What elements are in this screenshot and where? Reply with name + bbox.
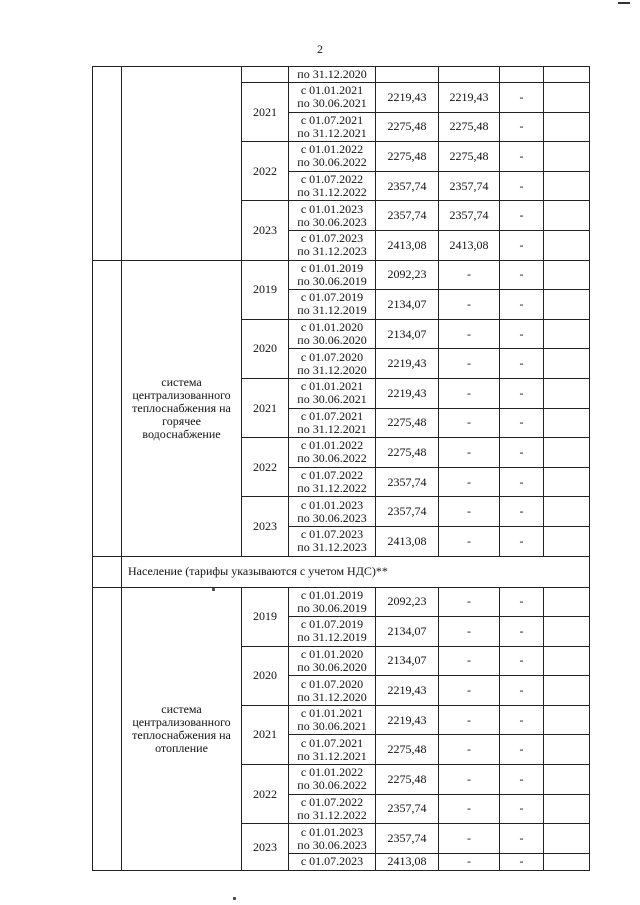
period-cell	[289, 438, 376, 468]
period-line: с 01.01.2022	[300, 142, 364, 157]
scan-speck	[212, 588, 215, 591]
period-line: с 01.07.2021	[300, 408, 364, 423]
empty-cell	[544, 705, 590, 735]
tariff-value-cell-2: -	[439, 853, 500, 870]
dash-cell: -	[500, 467, 544, 497]
period-cell	[289, 497, 376, 527]
period-line: с 01.07.2022	[300, 794, 364, 809]
period-cell	[289, 676, 376, 706]
tariff-value-cell-2: -	[439, 735, 500, 765]
dash-cell: -	[500, 260, 544, 290]
tariff-value-cell: 2134,07	[376, 290, 439, 320]
tariff-value-cell-2: -	[439, 467, 500, 497]
tariff-value-cell-2: -	[439, 260, 500, 290]
period-line: с 01.01.2021	[300, 706, 364, 721]
period-line: по 31.12.2022	[297, 807, 367, 822]
tariff-value-cell: 2413,08	[376, 230, 439, 260]
period-cell	[289, 260, 376, 290]
tariff-value-cell: 2219,43	[376, 676, 439, 706]
period-line: по 30.06.2019	[297, 600, 367, 615]
tariff-value-cell: 2357,74	[376, 824, 439, 854]
section-row	[93, 556, 590, 587]
scan-mark	[618, 2, 630, 4]
tariff-value-cell: 2134,07	[376, 319, 439, 349]
tariff-value-cell-2: -	[439, 290, 500, 320]
dash-cell: -	[500, 142, 544, 172]
empty-cell	[544, 853, 590, 870]
tariff-value-cell-2: -	[439, 617, 500, 647]
tariff-value-cell-2: -	[439, 378, 500, 408]
year-cell: 2023	[242, 201, 289, 260]
empty-cell	[544, 142, 590, 172]
empty-cell	[544, 617, 590, 647]
dash-cell: -	[500, 349, 544, 379]
empty-cell	[544, 497, 590, 527]
dash-cell: -	[500, 646, 544, 676]
period-line: по 31.12.2023	[297, 244, 367, 259]
period-line: с 01.01.2023	[300, 824, 364, 839]
period-cell	[289, 646, 376, 676]
empty-cell	[544, 171, 590, 201]
year-cell: 2021	[242, 378, 289, 437]
consumer-cell: система централизованного теплоснабжения на отопление	[122, 587, 242, 870]
tariff-value-cell-2: 2275,48	[439, 112, 500, 142]
period-line: с 01.07.2022	[300, 468, 364, 483]
period-line: по 30.06.2021	[297, 719, 367, 734]
period-line: с 01.07.2020	[300, 676, 364, 691]
empty-cell	[544, 290, 590, 320]
period-line: по 31.12.2022	[297, 185, 367, 200]
empty-cell	[544, 526, 590, 556]
dash-cell: -	[500, 853, 544, 870]
tariff-value-cell-2: -	[439, 676, 500, 706]
tariff-value-cell-2: -	[439, 765, 500, 795]
tariff-value-cell: 2357,74	[376, 497, 439, 527]
empty-cell	[544, 319, 590, 349]
tariff-table-body	[93, 67, 590, 871]
dash-cell: -	[500, 824, 544, 854]
empty-cell	[544, 587, 590, 617]
period-cell	[289, 765, 376, 795]
empty-cell	[544, 260, 590, 290]
tariff-value-cell-2: 2357,74	[439, 201, 500, 231]
section-title: Население (тарифы указываются с учетом НДС)**	[122, 556, 590, 587]
empty-cell	[544, 735, 590, 765]
year-cell: 2022	[242, 142, 289, 201]
consumer-cell: система централизованного теплоснабжения на горячее водоснабжение	[122, 260, 242, 556]
period-line: с 01.07.2019	[300, 617, 364, 632]
period-line: по 30.06.2022	[297, 451, 367, 466]
table-row	[93, 260, 590, 290]
tariff-value-cell: 2275,48	[376, 765, 439, 795]
tariff-value-cell-2: -	[439, 349, 500, 379]
period-line: с 01.07.2023	[300, 231, 364, 246]
tariff-value-cell: 2357,74	[376, 467, 439, 497]
tariff-value-cell-2: 2357,74	[439, 171, 500, 201]
period-cell	[289, 201, 376, 231]
dash-cell: -	[500, 319, 544, 349]
dash-cell: -	[500, 587, 544, 617]
tariff-value-cell: 2219,43	[376, 378, 439, 408]
tariff-value-cell: 2134,07	[376, 646, 439, 676]
page-number: 2	[317, 42, 323, 56]
period-cell	[289, 408, 376, 438]
period-line: по 31.12.2020	[297, 362, 367, 377]
period-cell	[289, 142, 376, 172]
period-line: по 30.06.2023	[297, 214, 367, 229]
period-cell	[289, 83, 376, 113]
year-cell: 2023	[242, 824, 289, 871]
period-cell	[289, 290, 376, 320]
empty-cell	[544, 408, 590, 438]
year-cell: 2020	[242, 319, 289, 378]
period-line: с 01.07.2022	[300, 172, 364, 187]
tariff-value-cell: 2092,23	[376, 587, 439, 617]
tariff-value-cell-2: -	[439, 438, 500, 468]
period-line: с 01.01.2022	[300, 765, 364, 780]
dash-cell: -	[500, 201, 544, 231]
period-line: по 31.12.2021	[297, 748, 367, 763]
tariff-value-cell: 2219,43	[376, 349, 439, 379]
tariff-value-cell-2: -	[439, 497, 500, 527]
tariff-value-cell-2: 2413,08	[439, 230, 500, 260]
year-cell	[242, 67, 289, 83]
row-number-cell	[93, 556, 122, 587]
table-row	[93, 587, 590, 617]
period-line: с 01.07.2021	[300, 735, 364, 750]
year-cell: 2022	[242, 765, 289, 824]
empty-cell	[544, 676, 590, 706]
dash-cell: -	[500, 676, 544, 706]
period-cell	[289, 319, 376, 349]
period-line: с 01.01.2020	[300, 320, 364, 335]
tariff-value-cell-2: -	[439, 794, 500, 824]
table-row	[93, 67, 590, 83]
period-line: по 30.06.2021	[297, 96, 367, 111]
consumer-cell	[122, 67, 242, 261]
period-line: с 01.01.2021	[300, 83, 364, 98]
tariff-value-cell: 2134,07	[376, 617, 439, 647]
dash-cell: -	[500, 112, 544, 142]
period-line: по 31.12.2019	[297, 303, 367, 318]
period-cell	[289, 794, 376, 824]
period-line: по 30.06.2020	[297, 333, 367, 348]
period-line: с 01.01.2022	[300, 438, 364, 453]
dash-cell: -	[500, 378, 544, 408]
period-line: по 30.06.2022	[297, 778, 367, 793]
period-line: по 30.06.2023	[297, 510, 367, 525]
tariff-value-cell: 2275,48	[376, 438, 439, 468]
tariff-value-cell: 2275,48	[376, 142, 439, 172]
empty-cell	[544, 646, 590, 676]
period-cell	[289, 526, 376, 556]
year-cell: 2021	[242, 705, 289, 764]
tariff-value-cell: 2219,43	[376, 705, 439, 735]
empty-cell	[544, 349, 590, 379]
tariff-value-cell: 2357,74	[376, 201, 439, 231]
tariff-value-cell: 2092,23	[376, 260, 439, 290]
empty-cell	[544, 794, 590, 824]
year-cell: 2019	[242, 260, 289, 319]
year-cell: 2022	[242, 438, 289, 497]
dash-cell: -	[500, 230, 544, 260]
period-cell	[289, 112, 376, 142]
year-cell: 2019	[242, 587, 289, 646]
empty-cell	[544, 112, 590, 142]
tariff-value-cell: 2357,74	[376, 794, 439, 824]
dash-cell: -	[500, 705, 544, 735]
tariff-value-cell-2: -	[439, 646, 500, 676]
dash-cell	[500, 67, 544, 83]
tariff-value-cell-2	[439, 67, 500, 83]
period-line: с 01.01.2023	[300, 201, 364, 216]
period-cell	[289, 587, 376, 617]
tariff-value-cell	[376, 67, 439, 83]
dash-cell: -	[500, 526, 544, 556]
empty-cell	[544, 201, 590, 231]
row-number-cell	[93, 587, 122, 870]
dash-cell: -	[500, 408, 544, 438]
empty-cell	[544, 765, 590, 795]
year-cell: 2020	[242, 646, 289, 705]
period-line: с 01.07.2021	[300, 112, 364, 127]
period-line: по 31.12.2021	[297, 125, 367, 140]
tariff-value-cell: 2219,43	[376, 83, 439, 113]
tariff-value-cell-2: -	[439, 319, 500, 349]
scan-speck	[233, 897, 236, 900]
period-line: по 31.12.2020	[297, 689, 367, 704]
period-cell	[289, 705, 376, 735]
period-cell	[289, 67, 376, 83]
row-number-cell	[93, 67, 122, 261]
tariff-value-cell: 2275,48	[376, 735, 439, 765]
period-line: с 01.01.2019	[300, 260, 364, 275]
period-cell	[289, 467, 376, 497]
empty-cell	[544, 438, 590, 468]
period-cell	[289, 824, 376, 854]
tariff-value-cell-2: -	[439, 408, 500, 438]
period-line: по 31.12.2022	[297, 481, 367, 496]
dash-cell: -	[500, 83, 544, 113]
tariff-value-cell: 2275,48	[376, 408, 439, 438]
period-line: по 31.12.2019	[297, 630, 367, 645]
period-line: по 30.06.2022	[297, 155, 367, 170]
tariff-value-cell-2: 2275,48	[439, 142, 500, 172]
dash-cell: -	[500, 735, 544, 765]
period-cell	[289, 171, 376, 201]
year-cell: 2021	[242, 83, 289, 142]
dash-cell: -	[500, 617, 544, 647]
empty-cell	[544, 378, 590, 408]
empty-cell	[544, 824, 590, 854]
dash-cell: -	[500, 497, 544, 527]
empty-cell	[544, 230, 590, 260]
dash-cell: -	[500, 794, 544, 824]
period-line: по 30.06.2020	[297, 659, 367, 674]
tariff-value-cell-2: -	[439, 705, 500, 735]
period-line: с 01.01.2019	[300, 587, 364, 602]
year-cell: 2023	[242, 497, 289, 556]
period-line: по 31.12.2020	[297, 67, 367, 81]
period-cell	[289, 230, 376, 260]
empty-cell	[544, 67, 590, 83]
period-cell	[289, 853, 376, 870]
tariff-value-cell-2: 2219,43	[439, 83, 500, 113]
period-line: по 30.06.2019	[297, 273, 367, 288]
period-line: с 01.01.2020	[300, 646, 364, 661]
period-cell	[289, 378, 376, 408]
period-line: по 30.06.2023	[297, 837, 367, 852]
period-line: с 01.07.2023	[300, 854, 364, 869]
tariff-value-cell: 2357,74	[376, 171, 439, 201]
period-line: с 01.07.2019	[300, 290, 364, 305]
tariff-value-cell: 2413,08	[376, 853, 439, 870]
tariff-value-cell: 2275,48	[376, 112, 439, 142]
period-line: с 01.07.2023	[300, 527, 364, 542]
tariff-value-cell-2: -	[439, 526, 500, 556]
empty-cell	[544, 467, 590, 497]
tariff-value-cell: 2413,08	[376, 526, 439, 556]
dash-cell: -	[500, 438, 544, 468]
period-line: с 01.01.2023	[300, 497, 364, 512]
period-line: по 31.12.2021	[297, 421, 367, 436]
period-line: по 30.06.2021	[297, 392, 367, 407]
period-cell	[289, 349, 376, 379]
period-line: с 01.01.2021	[300, 379, 364, 394]
dash-cell: -	[500, 171, 544, 201]
empty-cell	[544, 83, 590, 113]
tariff-table	[92, 66, 590, 871]
period-cell	[289, 617, 376, 647]
period-line: с 01.07.2020	[300, 349, 364, 364]
tariff-value-cell-2: -	[439, 824, 500, 854]
dash-cell: -	[500, 765, 544, 795]
period-line: по 31.12.2023	[297, 540, 367, 555]
period-cell	[289, 735, 376, 765]
dash-cell: -	[500, 290, 544, 320]
tariff-value-cell-2: -	[439, 587, 500, 617]
row-number-cell	[93, 260, 122, 556]
